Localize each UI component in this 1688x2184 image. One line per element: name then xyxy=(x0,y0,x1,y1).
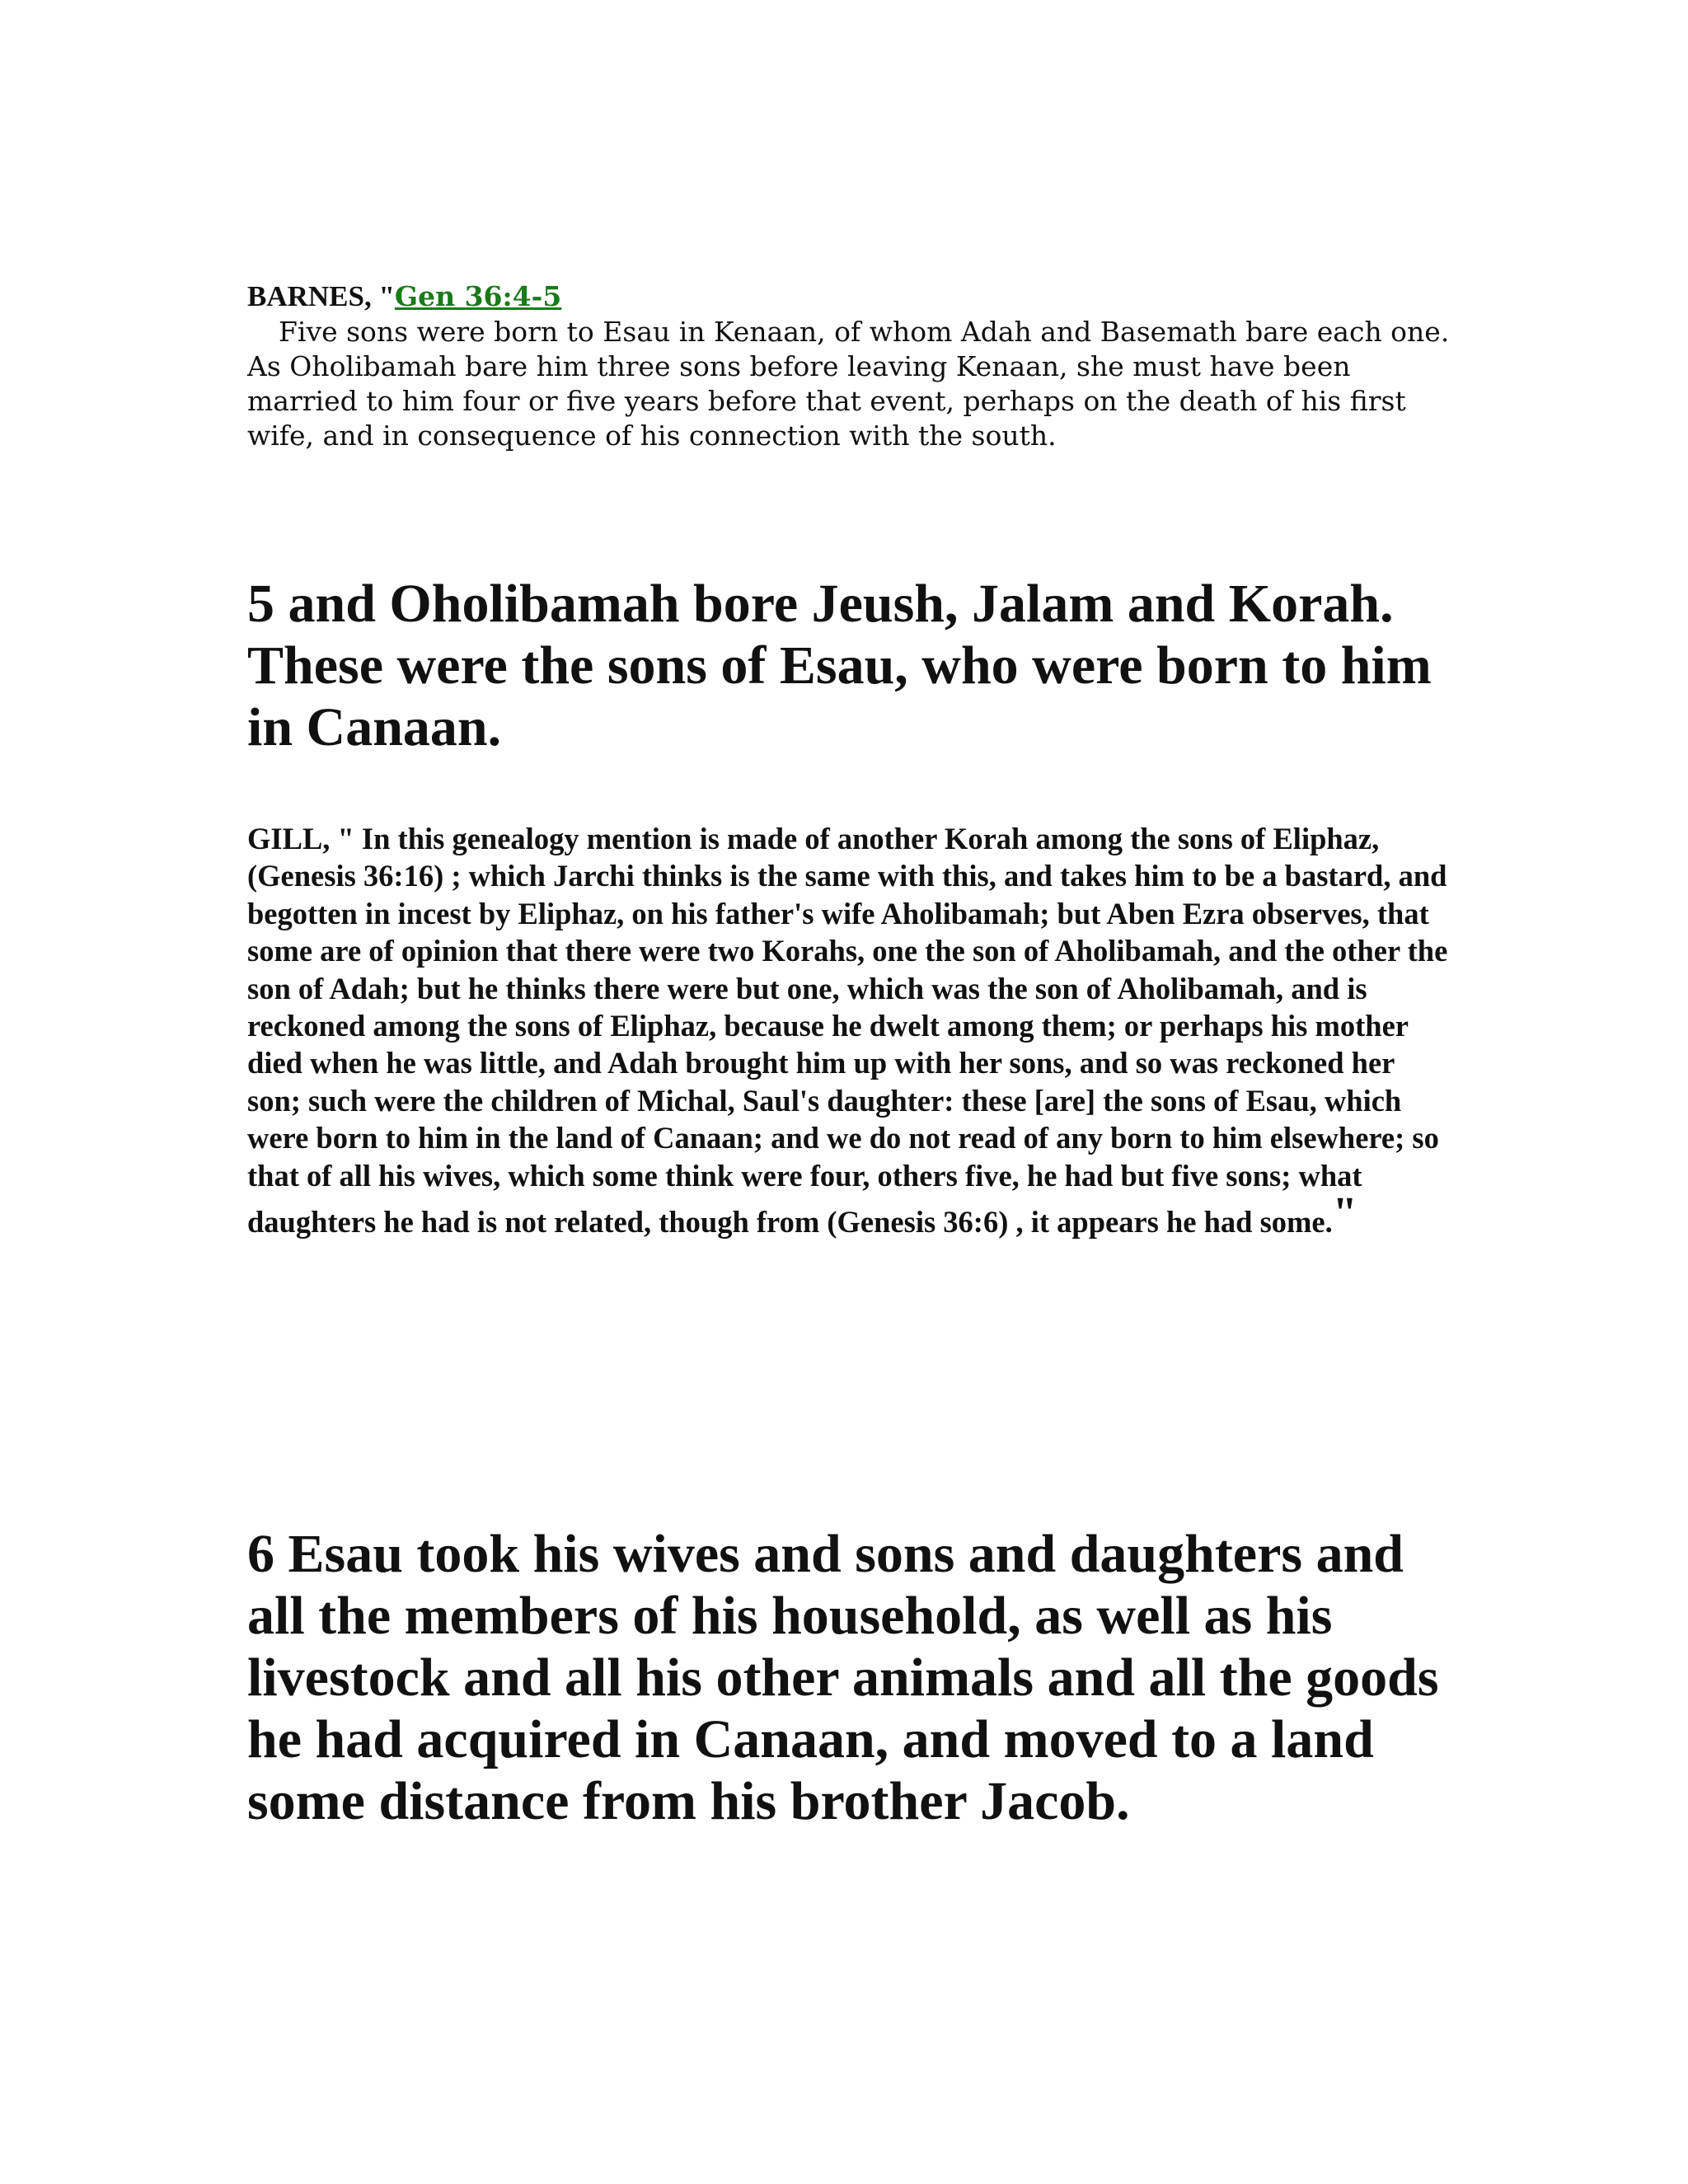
barnes-source-label: BARNES, " xyxy=(247,280,395,312)
barnes-commentary xyxy=(247,279,1451,453)
gill-closing-quote: " xyxy=(1332,1188,1357,1238)
barnes-heading xyxy=(247,279,1451,315)
scripture-reference-link[interactable]: Gen 36:4-5 xyxy=(394,280,562,312)
gill-text: GILL, " In this genealogy mention is made of another Korah among the sons of Eliphaz, (Genesis 36:16) ; which Jarchi thinks is the same with this, and takes him to be a bastard, and begotten in incest by Eliphaz, on his father's wife Aholibamah; but Aben Ezra observes, that some are of opinion that there were two Korahs, one the son of Aholibamah, and the other the son of Adah; but he thinks there were but one, which was the son of Aholibamah, and is reckoned among the sons of Eliphaz, because he dwelt among them; or perhaps his mother died when he was little, and Adah brought him up with her sons, and so was reckoned her son; such were the children of Michal, Saul's daughter: these [are] the sons of Esau, which were born to him in the land of Canaan; and we do not read of any born to him elsewhere; so that of all his wives, which some think were four, others five, he had but five sons; what daughters he had is not related, though from (Genesis 36:6) , it appears he had some. xyxy=(247,822,1448,1240)
gill-commentary xyxy=(247,820,1451,1240)
barnes-text: Five sons were born to Esau in Kenaan, of whom Adah and Basemath bare each one. As Oholibamah bare him three sons before leaving Kenaan, she must have been married to him four or five years before that event, perhaps on the death of his first wife, and in consequence of his connection with the south. xyxy=(247,316,1450,452)
verse-6-heading: 6 Esau took his wives and sons and daughters and all the members of his household, as well as his livestock and all his other animals and all the goods he had acquired in Canaan, and moved to a land some distance from his brother Jacob. xyxy=(247,1524,1439,1831)
verse-5-heading: 5 and Oholibamah bore Jeush, Jalam and Korah. These were the sons of Esau, who were born to him in Canaan. xyxy=(247,574,1432,757)
